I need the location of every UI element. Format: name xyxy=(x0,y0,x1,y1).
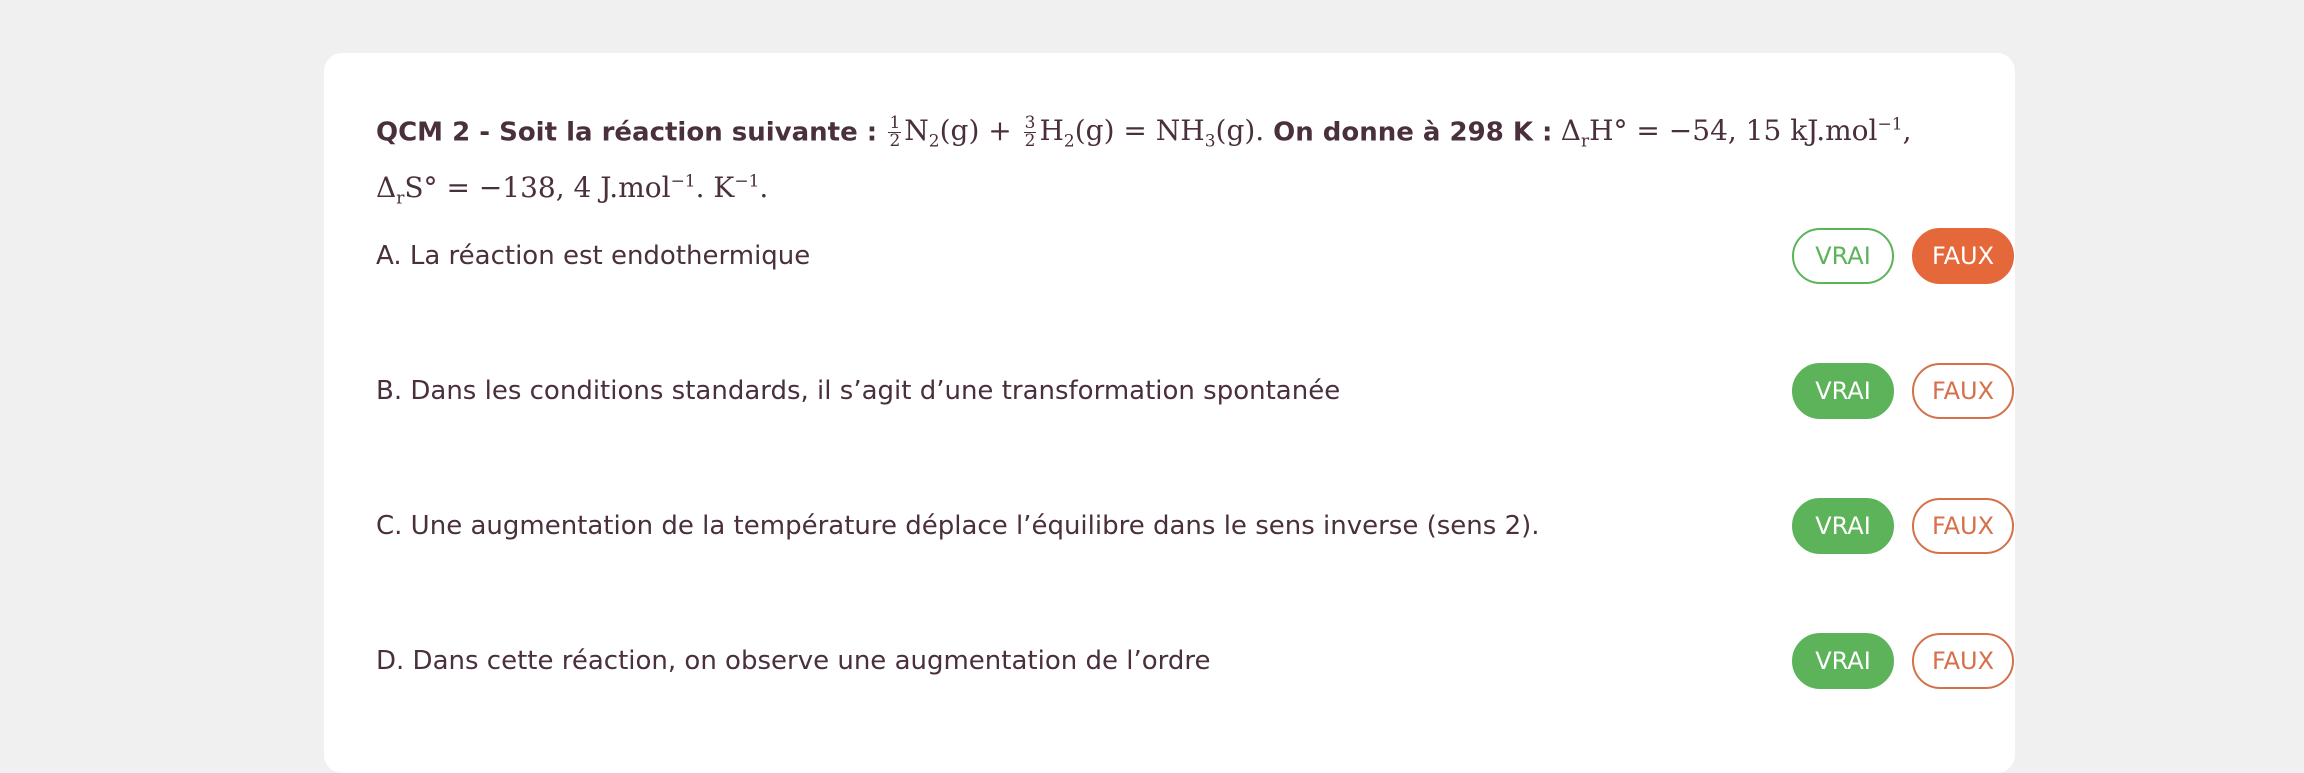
question-label: QCM 2 - Soit la réaction suivante : xyxy=(376,117,878,148)
answer-text: D. Dans cette réaction, on observe une augmentation de l’ordre xyxy=(376,646,1211,676)
question-card xyxy=(324,53,2015,773)
true-button-a[interactable]: VRAI xyxy=(1792,228,1894,284)
enthalpy-value: $\Delta_rH^\circ = -54$, 15 kJ.mol$^{-1}$, xyxy=(1560,114,1912,152)
answer-item-d xyxy=(376,633,1995,689)
answer-text: B. Dans les conditions standards, il s’agit d’une transformation spontanée xyxy=(376,376,1341,406)
false-button-d[interactable]: FAUX xyxy=(1912,633,2014,689)
reaction-equation: $\frac{1}{2}$ $N_2(g)$ + $\frac{3}{2}$ $H_2(g) = NH_3(g)$. xyxy=(889,113,1265,152)
answer-text: C. Une augmentation de la température déplace l’équilibre dans le sens inverse (sens 2). xyxy=(376,511,1540,541)
entropy-value: $\Delta_rS^\circ = -138$, 4 J.mol$^{-1}$. $K^{-1}$. xyxy=(376,171,769,209)
answer-item-c xyxy=(376,498,1995,554)
fraction-one-half: $\frac{1}{2}$ xyxy=(889,113,901,152)
answer-item-a xyxy=(376,228,1995,284)
true-button-c[interactable]: VRAI xyxy=(1792,498,1894,554)
false-button-c[interactable]: FAUX xyxy=(1912,498,2014,554)
answer-item-b xyxy=(376,363,1995,419)
false-button-b[interactable]: FAUX xyxy=(1912,363,2014,419)
data-label: On donne à 298 K : xyxy=(1273,117,1553,148)
question-statement xyxy=(376,105,1936,219)
true-button-d[interactable]: VRAI xyxy=(1792,633,1894,689)
fraction-three-halves: $\frac{3}{2}$ xyxy=(1024,113,1036,152)
true-button-b[interactable]: VRAI xyxy=(1792,363,1894,419)
false-button-a[interactable]: FAUX xyxy=(1912,228,2014,284)
answer-text: A. La réaction est endothermique xyxy=(376,241,811,271)
